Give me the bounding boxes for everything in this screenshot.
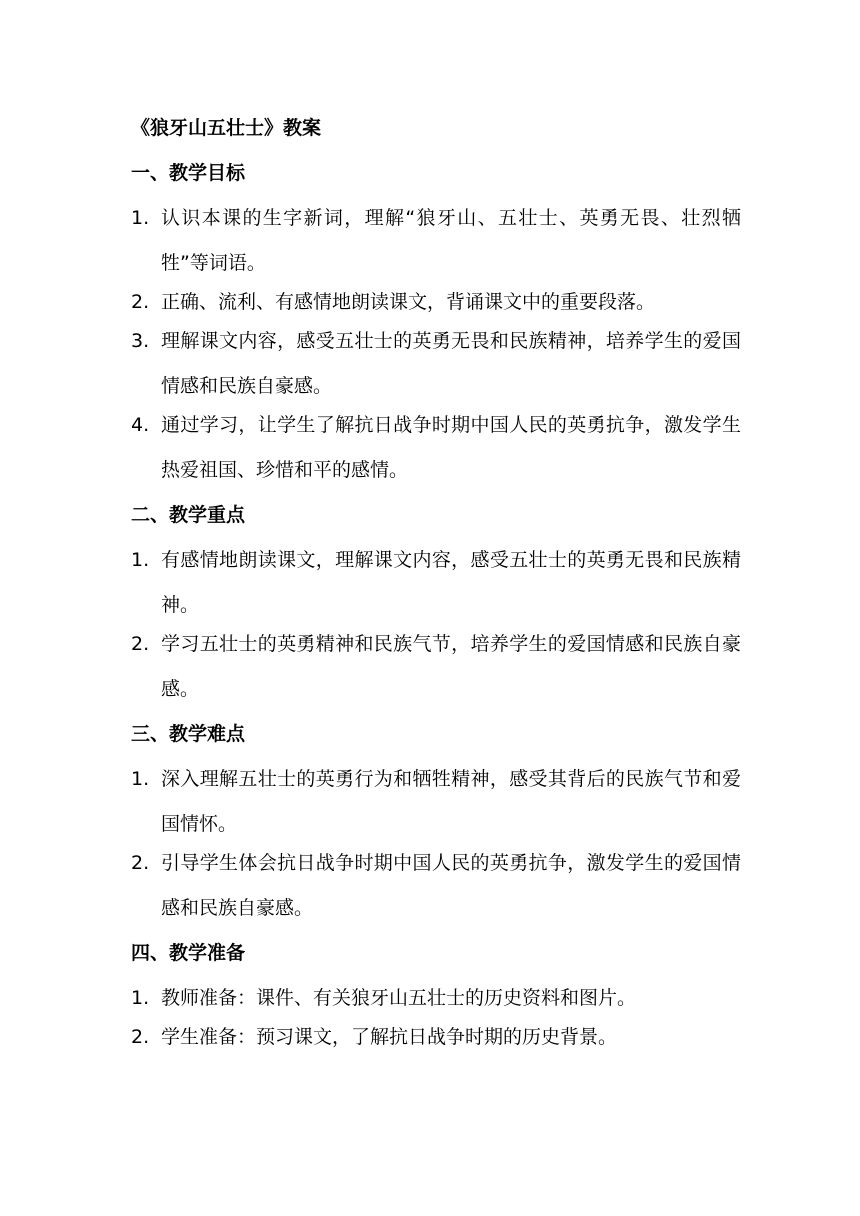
item-list <box>131 757 741 931</box>
item-number: 2. <box>131 852 150 874</box>
item-text: 通过学习，让学生了解抗日战争时期中国人民的英勇抗争，激发学生热爱祖国、珍惜和平的感情。 <box>161 414 741 481</box>
list-item <box>131 319 741 409</box>
item-text: 深入理解五壮士的英勇行为和牺牲精神，感受其背后的民族气节和爱国情怀。 <box>161 768 741 835</box>
item-number: 1. <box>131 207 150 229</box>
item-text: 正确、流利、有感情地朗读课文，背诵课文中的重要段落。 <box>161 291 656 313</box>
item-text: 引导学生体会抗日战争时期中国人民的英勇抗争，激发学生的爱国情感和民族自豪感。 <box>161 852 741 919</box>
item-text: 理解课文内容，感受五壮士的英勇无畏和民族精神，培养学生的爱国情感和民族自豪感。 <box>161 330 741 397</box>
list-item <box>131 757 741 847</box>
section-teaching-objectives <box>131 157 741 493</box>
item-number: 1. <box>131 768 150 790</box>
item-number: 3. <box>131 330 150 352</box>
item-text: 认识本课的生字新词，理解“狼牙山、五壮士、英勇无畏、壮烈牺牲”等词语。 <box>161 207 741 274</box>
item-text: 学生准备：预习课文，了解抗日战争时期的历史背景。 <box>161 1026 618 1048</box>
list-item <box>131 841 741 931</box>
document-page <box>131 112 741 1066</box>
section-heading: 三、教学难点 <box>131 723 246 745</box>
item-number: 4. <box>131 414 150 436</box>
item-number: 1. <box>131 987 150 1009</box>
section-teaching-preparation <box>131 937 741 1060</box>
item-number: 2. <box>131 291 150 313</box>
list-item <box>131 538 741 628</box>
section-teaching-focus <box>131 499 741 712</box>
list-item <box>131 403 741 493</box>
list-item <box>131 1015 741 1060</box>
document-title: 《狼牙山五壮士》教案 <box>131 117 322 139</box>
item-text: 有感情地朗读课文，理解课文内容，感受五壮士的英勇无畏和民族精神。 <box>161 549 741 616</box>
item-list <box>131 538 741 712</box>
item-number: 2. <box>131 1026 150 1048</box>
section-heading: 二、教学重点 <box>131 504 246 526</box>
section-heading: 四、教学准备 <box>131 942 246 964</box>
item-list <box>131 196 741 493</box>
item-list <box>131 976 741 1060</box>
list-item <box>131 622 741 712</box>
item-text: 学习五壮士的英勇精神和民族气节，培养学生的爱国情感和民族自豪感。 <box>161 633 741 700</box>
section-heading: 一、教学目标 <box>131 162 246 184</box>
section-teaching-difficulties <box>131 718 741 931</box>
item-number: 1. <box>131 549 150 571</box>
list-item <box>131 196 741 286</box>
item-number: 2. <box>131 633 150 655</box>
item-text: 教师准备：课件、有关狼牙山五壮士的历史资料和图片。 <box>161 987 637 1009</box>
